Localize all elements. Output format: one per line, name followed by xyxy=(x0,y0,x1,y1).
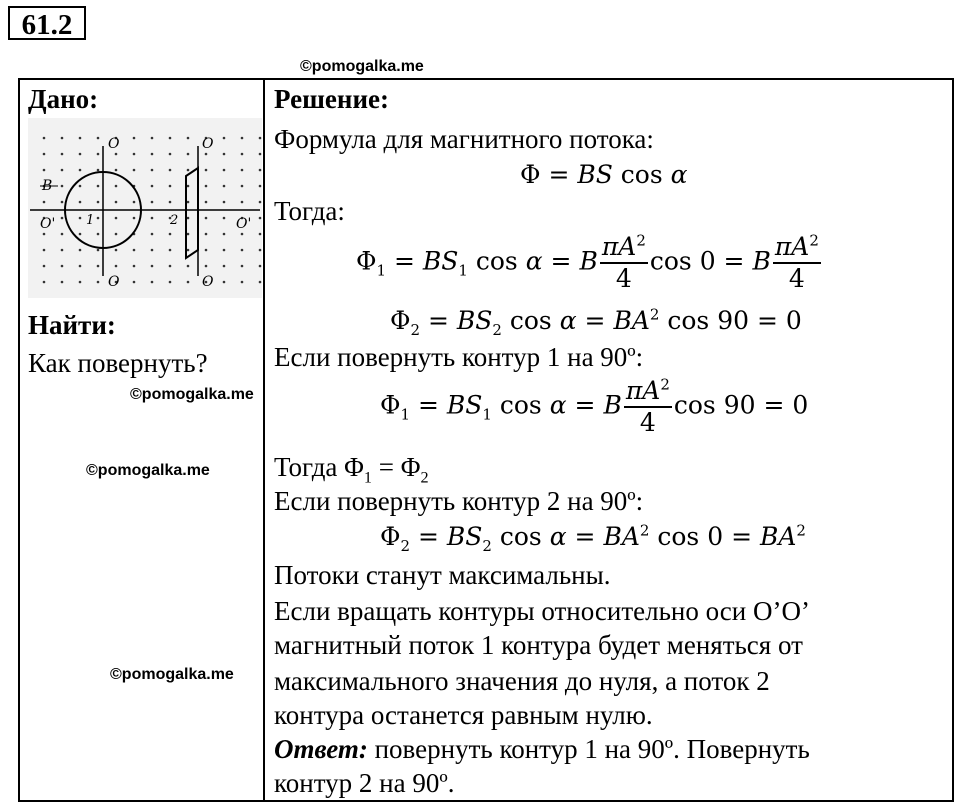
field-dot xyxy=(79,217,82,220)
field-dot xyxy=(259,233,262,236)
field-dot xyxy=(223,201,226,204)
field-dot xyxy=(97,185,100,188)
field-dot xyxy=(61,217,64,220)
field-dot xyxy=(43,137,46,140)
field-dot xyxy=(259,185,262,188)
field-dot xyxy=(151,249,154,252)
field-dot xyxy=(61,265,64,268)
field-dot xyxy=(43,281,46,284)
field-dot xyxy=(79,233,82,236)
field-dot xyxy=(151,265,154,268)
field-dot xyxy=(133,169,136,172)
field-dot xyxy=(79,201,82,204)
para-line-1: Если вращать контуры относительно оси O’O’ xyxy=(274,596,810,626)
field-dot xyxy=(223,281,226,284)
field-dot xyxy=(205,265,208,268)
field-dot xyxy=(223,265,226,268)
field-dot xyxy=(223,137,226,140)
formula-phi1: $\Phi_1 = BS_1$ cos α = B $\frac{\pi A^2}{4}$ cos 0 = B $\frac{\pi A^2}{4}$ xyxy=(356,231,819,293)
watermark: ©pomogalka.me xyxy=(86,462,210,479)
field-dot xyxy=(79,249,82,252)
field-dot xyxy=(133,249,136,252)
field-dot xyxy=(259,281,262,284)
field-dot xyxy=(205,169,208,172)
field-dot xyxy=(79,185,82,188)
svg-text:O': O' xyxy=(236,216,252,232)
find-question: Как повернуть? xyxy=(28,348,208,378)
field-dot xyxy=(133,137,136,140)
field-dot xyxy=(241,169,244,172)
column-divider xyxy=(263,78,265,802)
field-dot xyxy=(115,201,118,204)
field-dot xyxy=(187,153,190,156)
answer-line-2: контур 2 на 90º. xyxy=(274,768,455,798)
field-dot xyxy=(169,153,172,156)
field-dot xyxy=(151,217,154,220)
field-dot xyxy=(259,153,262,156)
field-dot xyxy=(133,217,136,220)
watermark: ©pomogalka.me xyxy=(300,58,424,75)
svg-text:1: 1 xyxy=(86,213,95,228)
rotate2-text: Если повернуть контур 2 на 90º: xyxy=(274,486,644,516)
field-dot xyxy=(97,137,100,140)
field-dot xyxy=(187,201,190,204)
svg-text:O: O xyxy=(202,274,214,290)
field-dot xyxy=(187,137,190,140)
para-line-2: магнитный поток 1 контура будет меняться от xyxy=(274,630,803,660)
field-diagram xyxy=(28,118,262,298)
rotate1-text: Если повернуть контур 1 на 90º: xyxy=(274,342,644,372)
field-dot xyxy=(169,201,172,204)
field-dot xyxy=(187,281,190,284)
field-dot xyxy=(241,265,244,268)
field-dot xyxy=(151,137,154,140)
field-dot xyxy=(115,265,118,268)
then-equal-text: Тогда $\Phi_1 = \Phi_2$ xyxy=(274,452,429,487)
field-dot xyxy=(97,249,100,252)
formula-phi2: $\Phi_2 = BS_2$ $\cos \alpha = BA^2$ cos 90 = 0 xyxy=(390,305,802,339)
field-dot xyxy=(61,281,64,284)
para-line-4: контура останется равным нулю. xyxy=(274,700,653,730)
watermark: ©pomogalka.me xyxy=(110,666,234,683)
field-dot xyxy=(259,249,262,252)
field-dot xyxy=(115,249,118,252)
field-dot xyxy=(205,217,208,220)
field-dot xyxy=(97,153,100,156)
field-dot xyxy=(61,153,64,156)
field-dot xyxy=(259,169,262,172)
field-dot xyxy=(241,281,244,284)
svg-text:2: 2 xyxy=(170,213,179,228)
field-dot xyxy=(79,137,82,140)
field-dot xyxy=(169,249,172,252)
field-dot xyxy=(43,201,46,204)
field-dot xyxy=(61,185,64,188)
find-heading: Найти: xyxy=(28,310,116,340)
field-dot xyxy=(151,281,154,284)
problem-number: 61.2 xyxy=(8,6,86,40)
field-dot xyxy=(169,265,172,268)
field-dot xyxy=(169,137,172,140)
field-dot xyxy=(169,185,172,188)
field-dot xyxy=(79,153,82,156)
max-text: Потоки станут максимальны. xyxy=(274,560,611,590)
formula-main: Φ = BS cos α xyxy=(520,160,688,189)
field-dot xyxy=(97,281,100,284)
field-dot xyxy=(241,249,244,252)
field-dot xyxy=(97,201,100,204)
field-dot xyxy=(223,153,226,156)
field-dot xyxy=(151,169,154,172)
field-dot xyxy=(187,169,190,172)
field-dot xyxy=(97,233,100,236)
field-dot xyxy=(115,217,118,220)
field-dot xyxy=(187,185,190,188)
field-dot xyxy=(151,153,154,156)
given-heading: Дано: xyxy=(28,84,99,114)
field-dot xyxy=(79,281,82,284)
field-dot xyxy=(169,281,172,284)
field-dot xyxy=(187,233,190,236)
field-dot xyxy=(61,233,64,236)
formula-phi1-rotated: $\Phi_1 = BS_1$ cos α = B $\frac{\pi A^2}{4}$ cos 90 = 0 xyxy=(380,375,809,437)
field-dot xyxy=(241,233,244,236)
field-dot xyxy=(187,265,190,268)
field-dot xyxy=(133,281,136,284)
svg-text:O: O xyxy=(202,136,214,152)
field-dot xyxy=(187,249,190,252)
formula-intro: Формула для магнитного потока: xyxy=(274,124,654,154)
solution-heading: Решение: xyxy=(274,84,389,114)
field-dot xyxy=(61,249,64,252)
field-dot xyxy=(223,233,226,236)
field-dot xyxy=(205,201,208,204)
field-dot xyxy=(205,233,208,236)
svg-text:O: O xyxy=(108,136,120,152)
answer-line-1 xyxy=(274,734,810,765)
field-dot xyxy=(61,201,64,204)
field-dot xyxy=(97,265,100,268)
field-dot xyxy=(151,185,154,188)
formula-phi2-rotated: $\Phi_2 = BS_2$ $\cos \alpha = BA^2$ $\cos 0 = BA^2$ xyxy=(380,521,806,555)
field-dot xyxy=(259,217,262,220)
field-dot xyxy=(133,201,136,204)
field-dot xyxy=(259,137,262,140)
field-dot xyxy=(223,249,226,252)
field-dot xyxy=(115,153,118,156)
field-dot xyxy=(115,185,118,188)
field-dot xyxy=(241,201,244,204)
svg-text:O: O xyxy=(108,274,120,290)
field-dot xyxy=(79,169,82,172)
field-dot xyxy=(259,201,262,204)
field-dot xyxy=(187,217,190,220)
field-dot xyxy=(43,169,46,172)
then-label: Тогда: xyxy=(274,196,345,226)
field-dot xyxy=(223,185,226,188)
answer-label: Ответ: xyxy=(274,734,368,764)
svg-text:B: B xyxy=(42,178,53,194)
field-dot xyxy=(151,233,154,236)
field-dot xyxy=(61,169,64,172)
field-dot xyxy=(43,153,46,156)
field-dot xyxy=(43,265,46,268)
field-dot xyxy=(115,233,118,236)
field-dot xyxy=(205,153,208,156)
field-dot xyxy=(43,249,46,252)
field-dot xyxy=(133,265,136,268)
watermark: ©pomogalka.me xyxy=(130,386,254,403)
para-line-3: максимального значения до нуля, а поток 2 xyxy=(274,666,770,696)
field-dot xyxy=(241,153,244,156)
field-dot xyxy=(169,233,172,236)
field-dot xyxy=(223,217,226,220)
field-dot xyxy=(61,137,64,140)
field-dot xyxy=(43,233,46,236)
field-dot xyxy=(115,169,118,172)
answer-text-1: повернуть контур 1 на 90º. Повернуть xyxy=(367,734,810,764)
field-dot xyxy=(151,201,154,204)
svg-text:O': O' xyxy=(40,216,56,232)
field-dot xyxy=(223,169,226,172)
field-dot xyxy=(241,185,244,188)
field-dot xyxy=(169,169,172,172)
field-dot xyxy=(97,217,100,220)
field-dot xyxy=(133,153,136,156)
field-dot xyxy=(97,169,100,172)
field-dot xyxy=(205,185,208,188)
field-dot xyxy=(241,137,244,140)
field-dot xyxy=(259,265,262,268)
field-dot xyxy=(205,249,208,252)
field-dot xyxy=(79,265,82,268)
